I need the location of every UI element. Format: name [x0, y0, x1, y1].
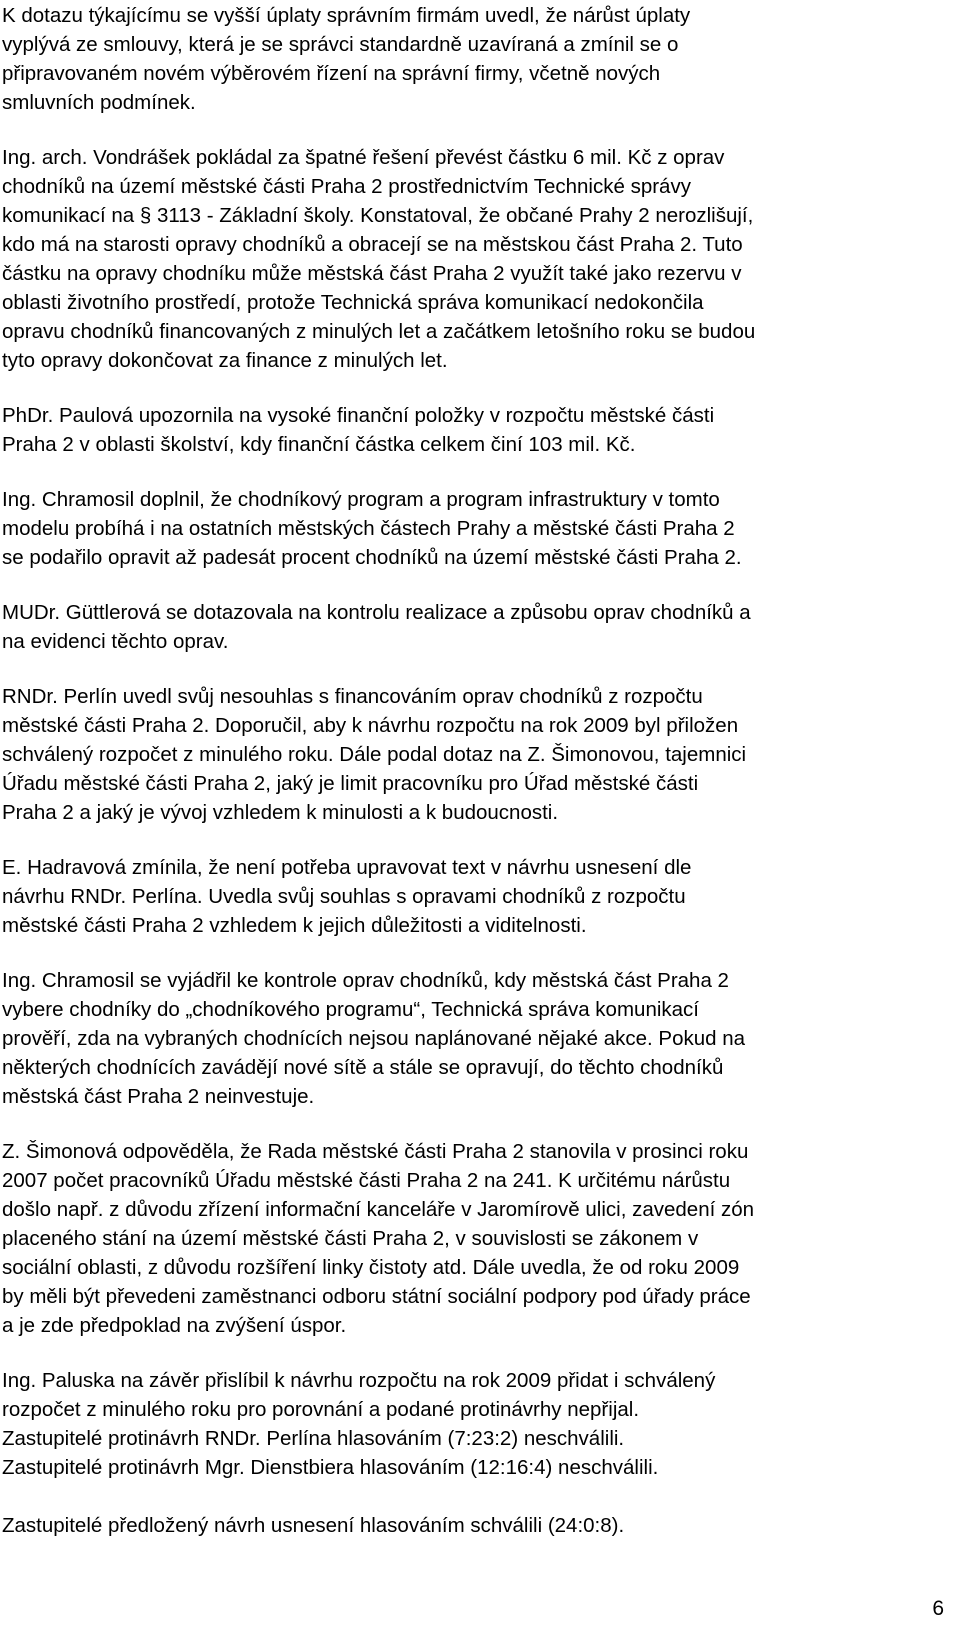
paragraph-perlin: [2, 682, 952, 827]
text-line: návrhu RNDr. Perlína. Uvedla svůj souhlas s opravami chodníků z rozpočtu: [2, 885, 686, 908]
text-line: K dotazu týkajícímu se vyšší úplaty správním firmám uvedl, že nárůst úplaty: [2, 4, 691, 27]
paragraph-simonova: [2, 1137, 952, 1340]
text-line: rozpočet z minulého roku pro porovnání a podané protinávrhy nepřijal.: [2, 1398, 640, 1421]
paragraph-guttlerova: [2, 598, 952, 656]
text-line: některých chodnících zavádějí nové sítě a stále se opravují, do těchto chodníků: [2, 1056, 724, 1079]
text-line: připravovaném novém výběrovém řízení na správní firmy, včetně nových: [2, 62, 661, 85]
text-line: komunikací na § 3113 - Základní školy. Konstatoval, že občané Prahy 2 nerozlišují,: [2, 204, 754, 227]
text-line: modelu probíhá i na ostatních městských částech Prahy a městské části Praha 2: [2, 517, 735, 540]
text-line: a je zde předpoklad na zvýšení úspor.: [2, 1314, 347, 1337]
text-line: chodníků na území městské části Praha 2 prostřednictvím Technické správy: [2, 175, 691, 198]
text-line: Ing. Chramosil doplnil, že chodníkový program a program infrastruktury v tomto: [2, 488, 720, 511]
text-line: Z. Šimonová odpověděla, že Rada městské části Praha 2 stanovila v prosinci roku: [2, 1140, 749, 1163]
text-line: Úřadu městské části Praha 2, jaký je limit pracovníku pro Úřad městské části: [2, 772, 699, 795]
text-line: městské části Praha 2 vzhledem k jejich důležitosti a viditelnosti.: [2, 914, 587, 937]
paragraph-final-vote: [2, 1511, 952, 1540]
paragraph-hadravova: [2, 853, 952, 940]
text-line: kdo má na starosti opravy chodníků a obracejí se na městskou část Praha 2. Tuto: [2, 233, 743, 256]
text-line: E. Hadravová zmínila, že není potřeba upravovat text v návrhu usnesení dle: [2, 856, 692, 879]
text-line: se podařilo opravit až padesát procent chodníků na území městské části Praha 2.: [2, 546, 742, 569]
text-line: Ing. Paluska na závěr přislíbil k návrhu rozpočtu na rok 2009 přidat i schválený: [2, 1369, 716, 1392]
text-line: vyplývá ze smlouvy, která je se správci standardně uzavíraná a zmínil se o: [2, 33, 679, 56]
text-line: vybere chodníky do „chodníkového programu“, Technická správa komunikací: [2, 998, 699, 1021]
paragraph-chramosil-1: [2, 485, 952, 572]
text-line: částku na opravy chodníku může městská část Praha 2 využít také jako rezervu v: [2, 262, 742, 285]
text-line: Zastupitelé protinávrh Mgr. Dienstbiera hlasováním (12:16:4) neschválili.: [2, 1456, 659, 1479]
text-line: Ing. arch. Vondrášek pokládal za špatné řešení převést částku 6 mil. Kč z oprav: [2, 146, 725, 169]
text-line: by měli být převedeni zaměstnanci odboru státní sociální podpory pod úřady práce: [2, 1285, 751, 1308]
text-line: oblasti životního prostředí, protože Technická správa komunikací nedokončila: [2, 291, 704, 314]
text-line: opravu chodníků financovaných z minulých let a začátkem letošního roku se budou: [2, 320, 756, 343]
text-line: Ing. Chramosil se vyjádřil ke kontrole oprav chodníků, kdy městská část Praha 2: [2, 969, 729, 992]
text-line: Zastupitelé protinávrh RNDr. Perlína hlasováním (7:23:2) neschválili.: [2, 1427, 625, 1450]
text-line: RNDr. Perlín uvedl svůj nesouhlas s financováním oprav chodníků z rozpočtu: [2, 685, 703, 708]
paragraph-chramosil-2: [2, 966, 952, 1111]
text-line: prověří, zda na vybraných chodnících nejsou naplánované nějaké akce. Pokud na: [2, 1027, 746, 1050]
text-line: MUDr. Güttlerová se dotazovala na kontrolu realizace a způsobu oprav chodníků a: [2, 601, 751, 624]
text-line: městská část Praha 2 neinvestuje.: [2, 1085, 315, 1108]
paragraph-uplaty: [2, 1, 952, 117]
text-line: schválený rozpočet z minulého roku. Dále podal dotaz na Z. Šimonovou, tajemnici: [2, 743, 747, 766]
text-line: sociální oblasti, z důvodu rozšíření linky čistoty atd. Dále uvedla, že od roku 2009: [2, 1256, 740, 1279]
text-line: městské části Praha 2. Doporučil, aby k návrhu rozpočtu na rok 2009 byl přiložen: [2, 714, 739, 737]
text-line: tyto opravy dokončovat za finance z minulých let.: [2, 349, 448, 372]
paragraph-paluska-votes: [2, 1366, 952, 1482]
paragraph-vondrasek: [2, 143, 952, 375]
page-number: 6: [932, 1597, 944, 1620]
text-line: Praha 2 a jaký je vývoj vzhledem k minulosti a k budoucnosti.: [2, 801, 559, 824]
text-line: placeného stání na území městské části Praha 2, v souvislosti se zákonem v: [2, 1227, 699, 1250]
text-line: Zastupitelé předložený návrh usnesení hlasováním schválili (24:0:8).: [2, 1514, 625, 1537]
text-line: smluvních podmínek.: [2, 91, 196, 114]
text-line: došlo např. z důvodu zřízení informační kanceláře v Jaromírově ulici, zavedení zón: [2, 1198, 755, 1221]
text-line: 2007 počet pracovníků Úřadu městské části Praha 2 na 241. K určitému nárůstu: [2, 1169, 731, 1192]
paragraph-paulova: [2, 401, 952, 459]
text-line: Praha 2 v oblasti školství, kdy finanční částka celkem činí 103 mil. Kč.: [2, 433, 636, 456]
text-line: PhDr. Paulová upozornila na vysoké finanční položky v rozpočtu městské části: [2, 404, 715, 427]
text-line: na evidenci těchto oprav.: [2, 630, 229, 653]
document-body: [2, 1, 952, 1540]
